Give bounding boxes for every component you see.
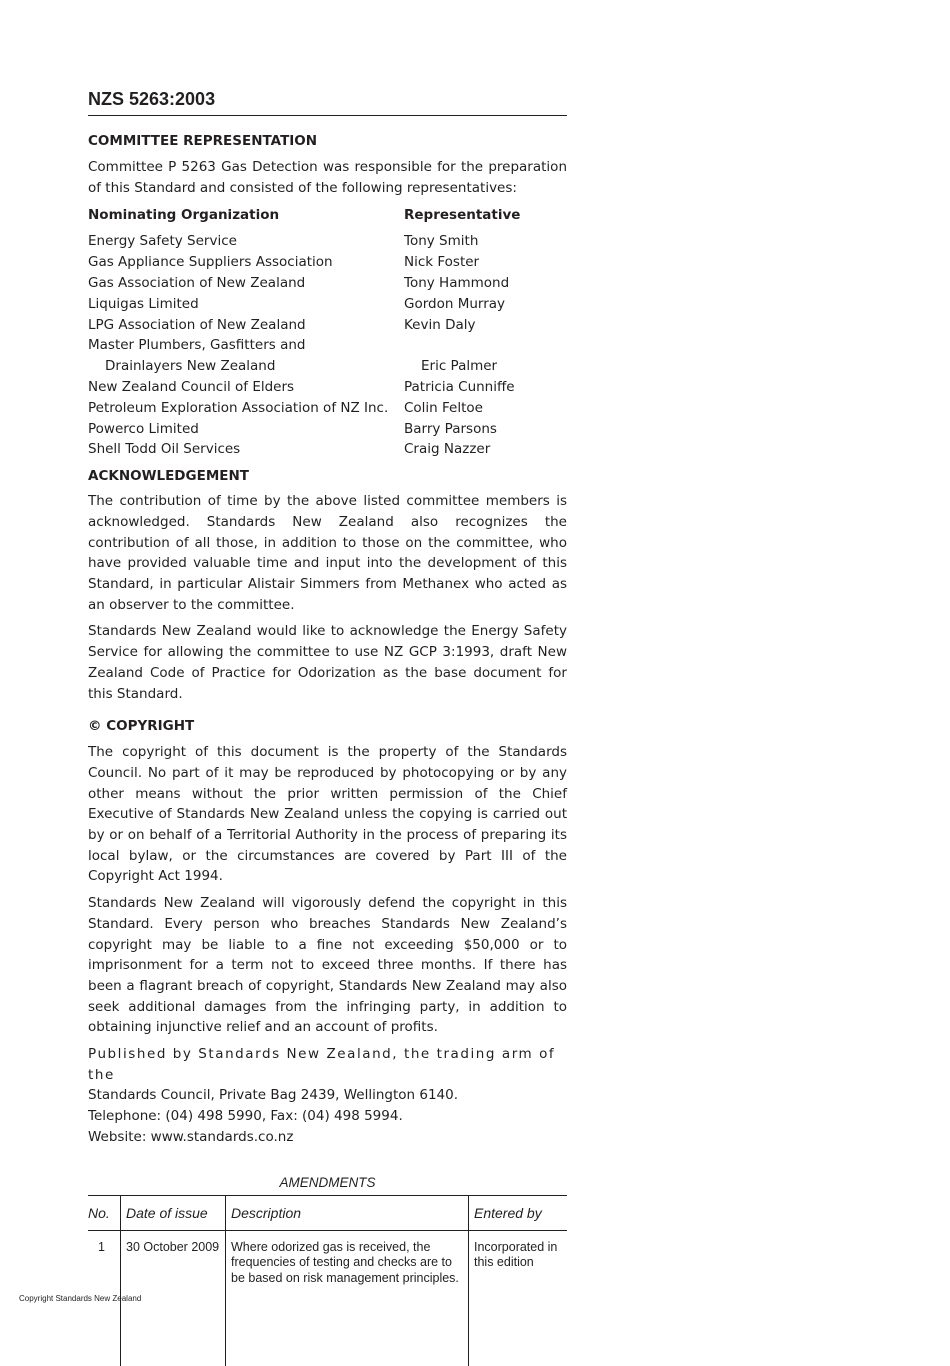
organization: Petroleum Exploration Association of NZ Inc. (88, 399, 389, 416)
organization: Liquigas Limited (88, 295, 199, 312)
publisher-website: Website: www.standards.co.nz (88, 1128, 294, 1145)
representative: Nick Foster (404, 254, 480, 271)
amendments-table (88, 1195, 567, 1366)
copyright-paragraph-2: Standards New Zealand will vigorously defend the copyright in this Standard. Every person who breaches Standards New Zealand’s copyright may be liable to a fine not exceeding $50,000 or to imprisonment for a term not to exceed three months. If there has been a flagrant breach of copyright, Standards New Zealand may also seek additional damages from the infringing party, in addition to obtaining injunctive relief and an account of profits. (88, 895, 567, 1036)
amendment-date: 30 October 2009 (121, 1230, 226, 1366)
amendment-entered-by: Incorporated in this edition (469, 1230, 568, 1366)
column-header-date: Date of issue (121, 1195, 226, 1230)
copyright-paragraph-1: The copyright of this document is the property of the Standards Council. No part of it may be reproduced by photocopying or by any other means without the prior written permission of the Chief Executive of Standards New Zealand unless the copying is carried out by or on behalf of a Territorial Authority in the process of preparing its local bylaw, or the circumstances are covered by Part III of the Copyright Act 1994. (88, 744, 567, 885)
organization: Gas Appliance Suppliers Association (88, 254, 333, 271)
amendment-description: Where odorized gas is received, the frequencies of testing and checks are to be based on risk management principles. (226, 1230, 469, 1366)
representative: Craig Nazzer (404, 441, 491, 458)
list-item (88, 252, 567, 273)
publisher-line-2: Standards Council, Private Bag 2439, Wellington 6140. (88, 1087, 459, 1104)
list-item (88, 398, 567, 419)
organization: Gas Association of New Zealand (88, 275, 306, 291)
representative: Patricia Cunniffe (404, 378, 515, 395)
representatives-header (88, 205, 567, 225)
table-row (88, 1230, 567, 1366)
list-item (88, 439, 567, 460)
column-header-representative: Representative (404, 207, 521, 224)
organization: Shell Todd Oil Services (88, 441, 241, 458)
column-header-description: Description (226, 1195, 469, 1230)
representative: Colin Feltoe (404, 399, 483, 416)
column-header-entered-by: Entered by (469, 1195, 568, 1230)
publisher-info (88, 1044, 567, 1148)
amendment-number: 1 (98, 1239, 105, 1254)
list-item (88, 419, 567, 440)
organization: Drainlayers New Zealand (105, 358, 276, 375)
list-item (88, 315, 567, 336)
acknowledgement-heading: ACKNOWLEDGEMENT (88, 468, 249, 485)
committee-heading: COMMITTEE REPRESENTATION (88, 133, 318, 149)
organization: LPG Association of New Zealand (88, 316, 306, 333)
representative: Kevin Daly (404, 316, 476, 333)
copyright-heading: © COPYRIGHT (88, 718, 195, 735)
document-id: NZS 5263:2003 (88, 88, 567, 116)
organization: New Zealand Council of Elders (88, 378, 295, 395)
list-item (88, 377, 567, 398)
representative: Tony Smith (404, 233, 479, 250)
list-item (88, 335, 567, 356)
table-header-row (88, 1195, 567, 1230)
committee-intro: Committee P 5263 Gas Detection was responsible for the preparation of this Standard and consisted of the following representatives: (88, 159, 567, 196)
list-item (88, 294, 567, 315)
amendments-title: AMENDMENTS (279, 1174, 376, 1190)
list-item (88, 231, 567, 252)
footer-copyright-note: Copyright Standards New Zealand (19, 1294, 142, 1303)
list-item (88, 356, 567, 377)
organization: Energy Safety Service (88, 233, 237, 250)
list-item (88, 273, 567, 294)
column-header-organization: Nominating Organization (88, 207, 280, 224)
representatives-list (88, 231, 567, 460)
representative: Barry Parsons (404, 420, 497, 437)
publisher-contact: Telephone: (04) 498 5990, Fax: (04) 498 5994. (88, 1108, 403, 1125)
organization: Master Plumbers, Gasfitters and (88, 337, 306, 354)
representative: Gordon Murray (404, 295, 506, 312)
representative: Tony Hammond (404, 275, 510, 291)
acknowledgement-paragraph-2: Standards New Zealand would like to acknowledge the Energy Safety Service for allowing the committee to use NZ GCP 3:1993, draft New Zealand Code of Practice for Odorization as the base document for this Standard. (88, 623, 567, 702)
representative: Eric Palmer (421, 358, 498, 375)
column-header-no: No. (88, 1195, 121, 1230)
acknowledgement-paragraph-1: The contribution of time by the above listed committee members is acknowledged. Standards New Zealand also recognizes the contribution of all those, in addition to those on the committee, who have provided valuable time and input into the development of this Standard, in particular Alistair Simmers from Methanex who acted as an observer to the committee. (88, 493, 567, 613)
organization: Powerco Limited (88, 420, 199, 437)
publisher-line-1: Published by Standards New Zealand, the trading arm of the (88, 1046, 556, 1083)
document-page (88, 88, 567, 1366)
